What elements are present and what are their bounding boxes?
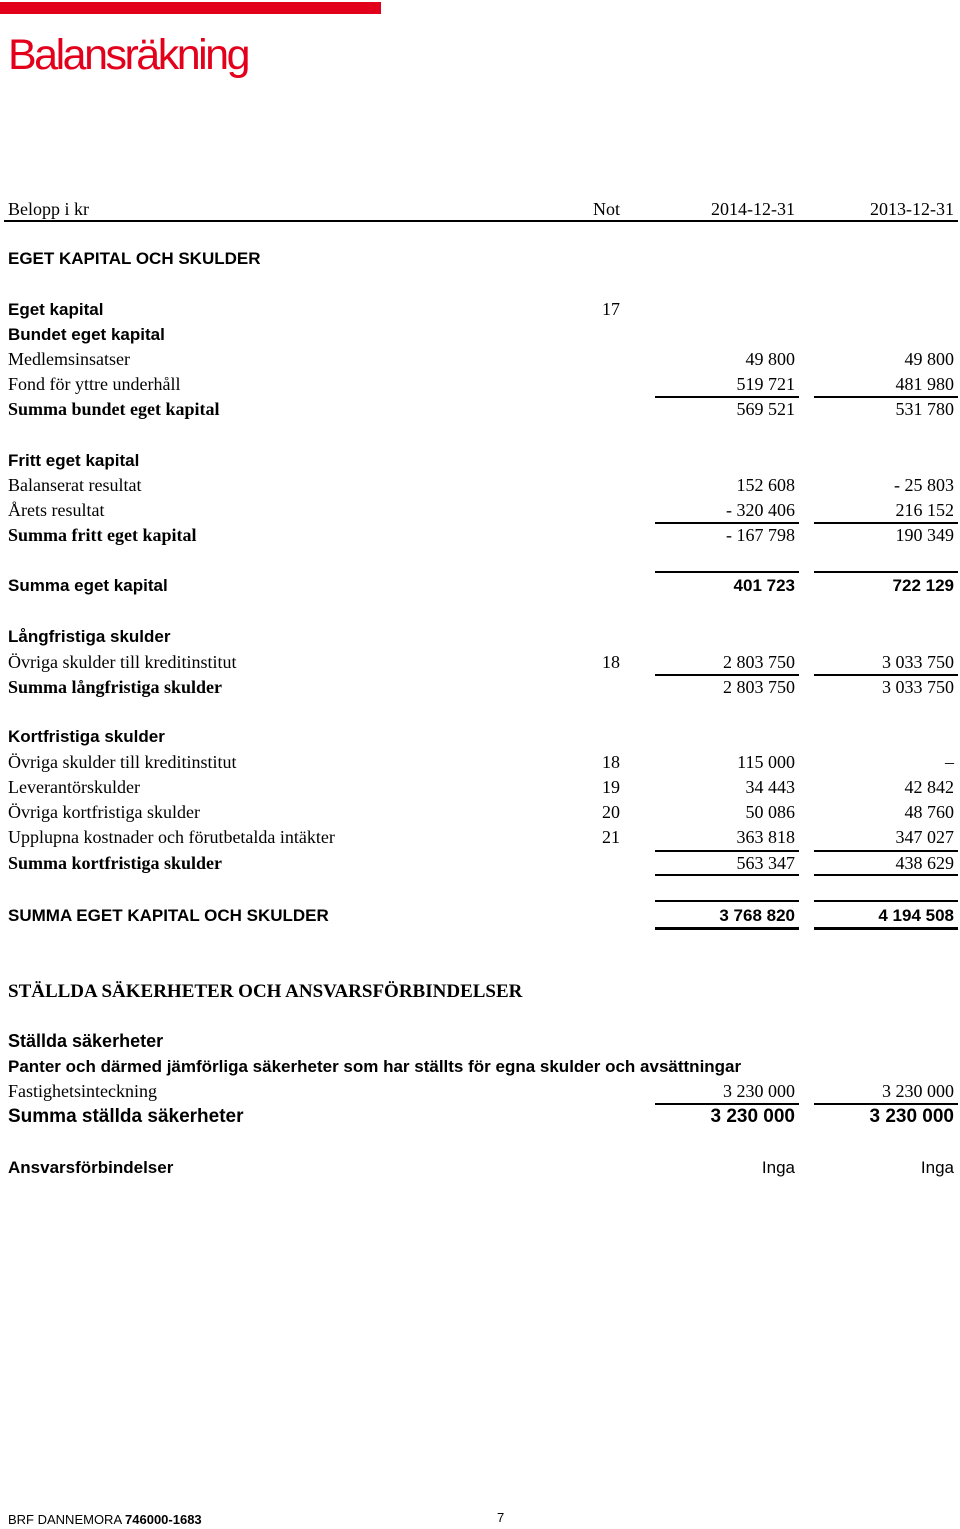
- row-value-2013: - 25 803: [894, 475, 954, 495]
- table-row-total: [0, 573, 960, 598]
- row-value-2013: 42 842: [904, 777, 954, 797]
- table-row-subtotal: [0, 523, 960, 548]
- table-row: [0, 750, 960, 775]
- row-value-2014: 49 800: [745, 349, 795, 369]
- total-rule: [814, 874, 958, 876]
- column-header-2013: 2013-12-31: [870, 199, 954, 219]
- footer-org-name: BRF DANNEMORA: [8, 1512, 122, 1527]
- row-label: Balanserat resultat: [8, 475, 142, 495]
- table-row: [0, 825, 960, 850]
- row-value-2013: 481 980: [895, 374, 954, 394]
- stallda-heading-label: Ställda säkerheter: [8, 1031, 164, 1051]
- row-value-2014: 401 723: [733, 576, 795, 595]
- row-value-2013: 347 027: [895, 827, 954, 847]
- double-underline: [655, 927, 799, 930]
- amount-unit-label: Belopp i kr: [8, 199, 89, 219]
- table-header: [0, 197, 960, 222]
- row-value-2013: 531 780: [895, 399, 954, 419]
- row-label: Årets resultat: [8, 500, 105, 520]
- row-value-2013: Inga: [920, 1158, 954, 1177]
- section-title: [0, 246, 960, 271]
- table-row: [0, 473, 960, 498]
- table-row: [0, 1079, 960, 1104]
- table-row: [0, 800, 960, 825]
- langfristiga-heading-label: Långfristiga skulder: [8, 627, 171, 646]
- row-label: Summa fritt eget kapital: [8, 525, 197, 545]
- table-row: [0, 372, 960, 397]
- stallda-section-title: [0, 979, 960, 1004]
- note-column-header: Not: [593, 199, 620, 219]
- row-label: Upplupna kostnader och förutbetalda intäkter: [8, 827, 335, 847]
- footer-org-number: 746000-1683: [125, 1512, 202, 1527]
- row-value-2013: 49 800: [904, 349, 954, 369]
- row-value-2014: 152 608: [736, 475, 795, 495]
- fritt-heading: [0, 448, 960, 473]
- row-value-2014: 34 443: [745, 777, 795, 797]
- row-value-2014: 563 347: [736, 853, 795, 873]
- row-label: Summa bundet eget kapital: [8, 399, 220, 419]
- table-row: [0, 347, 960, 372]
- row-value-2013: 190 349: [895, 525, 954, 545]
- row-label: Summa eget kapital: [8, 576, 168, 595]
- langfristiga-heading: [0, 624, 960, 649]
- row-note: 21: [602, 827, 620, 847]
- row-value-2014: 519 721: [736, 374, 795, 394]
- page-number: 7: [497, 1510, 505, 1525]
- row-note: 20: [602, 802, 620, 822]
- row-value-2013: 4 194 508: [878, 906, 954, 925]
- row-value-2014: 3 768 820: [719, 906, 795, 925]
- row-label: SUMMA EGET KAPITAL OCH SKULDER: [8, 906, 329, 925]
- row-label: Summa långfristiga skulder: [8, 677, 223, 697]
- table-row: [0, 775, 960, 800]
- row-label: Fastighetsinteckning: [8, 1081, 157, 1101]
- table-row-subtotal: [0, 851, 960, 876]
- eget-kapital-heading: [0, 297, 960, 322]
- row-label: Medlemsinsatser: [8, 349, 130, 369]
- bundet-heading-label: Bundet eget kapital: [8, 325, 165, 344]
- row-value-2013: 722 129: [892, 576, 954, 595]
- row-value-2013: 216 152: [895, 500, 954, 520]
- row-value-2014: 50 086: [745, 802, 795, 822]
- row-label: Fond för yttre underhåll: [8, 374, 181, 394]
- row-label: Övriga skulder till kreditinstitut: [8, 752, 237, 772]
- table-row: [0, 650, 960, 675]
- row-value-2014: - 320 406: [726, 500, 795, 520]
- row-label: Summa ställda säkerheter: [8, 1106, 244, 1127]
- total-rule: [655, 874, 799, 876]
- row-value-2014: 115 000: [737, 752, 795, 772]
- header-rule: [4, 220, 958, 222]
- table-row-subtotal: [0, 397, 960, 422]
- row-label: Övriga skulder till kreditinstitut: [8, 652, 237, 672]
- kortfristiga-heading: [0, 724, 960, 749]
- row-value-2014: 3 230 000: [723, 1081, 795, 1101]
- row-value-2013: 3 230 000: [869, 1106, 954, 1127]
- row-label: Övriga kortfristiga skulder: [8, 802, 200, 822]
- kortfristiga-heading-label: Kortfristiga skulder: [8, 727, 165, 746]
- row-value-2013: 3 230 000: [882, 1081, 954, 1101]
- row-note: 18: [602, 752, 620, 772]
- total-rule: [814, 900, 958, 902]
- fritt-heading-label: Fritt eget kapital: [8, 451, 140, 470]
- row-label: Summa kortfristiga skulder: [8, 853, 223, 873]
- row-label: Leverantörskulder: [8, 777, 140, 797]
- table-row: [0, 498, 960, 523]
- row-value-2014: 2 803 750: [723, 677, 795, 697]
- bundet-heading: [0, 322, 960, 347]
- row-value-2014: 3 230 000: [710, 1106, 795, 1127]
- eget-kapital-label: Eget kapital: [8, 300, 104, 319]
- page-title: Balansräkning: [8, 31, 249, 79]
- row-value-2013: 3 033 750: [882, 677, 954, 697]
- eget-kapital-note: 17: [602, 299, 620, 319]
- stallda-heading: [0, 1029, 960, 1054]
- row-value-2014: - 167 798: [726, 525, 795, 545]
- table-row-subtotal: [0, 1104, 960, 1129]
- table-row-grand-total: [0, 903, 960, 928]
- row-value-2013: 3 033 750: [882, 652, 954, 672]
- row-note: 19: [602, 777, 620, 797]
- table-row-subtotal: [0, 675, 960, 700]
- row-value-2014: Inga: [761, 1158, 795, 1177]
- row-value-2014: 2 803 750: [723, 652, 795, 672]
- stallda-subheading-label: Panter och därmed jämförliga säkerheter som har ställts för egna skulder och avsättningar: [8, 1057, 742, 1076]
- row-value-2014: 569 521: [736, 399, 795, 419]
- ansvar-row: [0, 1155, 960, 1180]
- row-value-2013: 438 629: [895, 853, 954, 873]
- row-value-2014: 363 818: [736, 827, 795, 847]
- section-title-label: EGET KAPITAL OCH SKULDER: [8, 249, 261, 268]
- row-label: Ansvarsförbindelser: [8, 1158, 174, 1177]
- stallda-section-title-label: STÄLLDA SÄKERHETER OCH ANSVARSFÖRBINDELSER: [8, 981, 523, 1002]
- footer-org: [8, 1512, 202, 1527]
- stallda-subheading: [0, 1054, 960, 1079]
- row-value-2013: 48 760: [904, 802, 954, 822]
- column-header-2014: 2014-12-31: [711, 199, 795, 219]
- row-value-2013: –: [945, 752, 954, 772]
- double-underline: [814, 927, 958, 930]
- total-rule: [655, 900, 799, 902]
- row-note: 18: [602, 652, 620, 672]
- top-accent-bar: [0, 2, 381, 14]
